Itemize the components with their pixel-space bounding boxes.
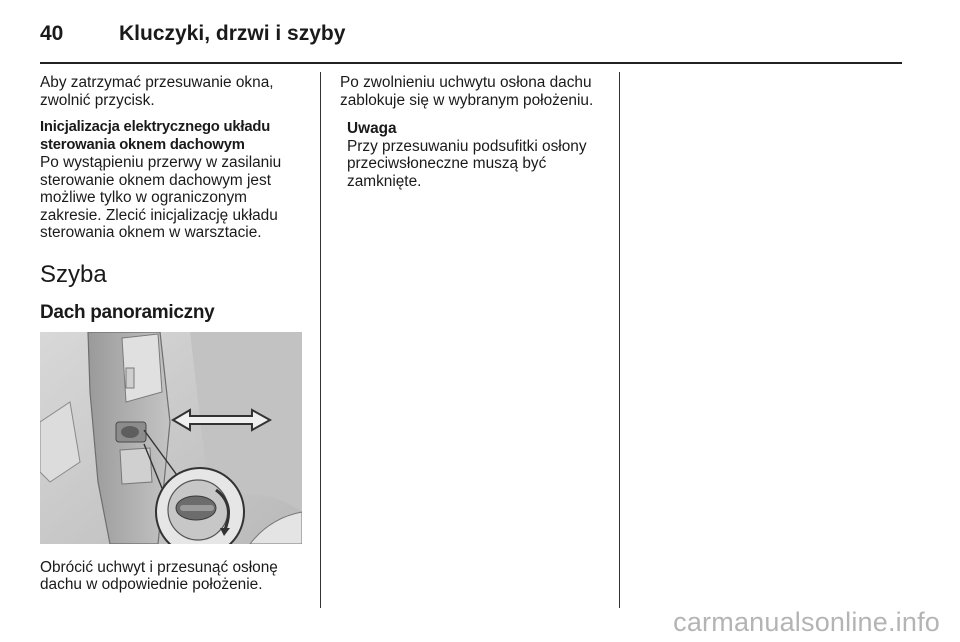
page-header (40, 18, 902, 64)
panoramic-roof-illustration (40, 332, 302, 544)
right-column (340, 74, 612, 190)
page-number: 40 (40, 22, 64, 45)
sub-title: Dach panoramiczny (40, 301, 215, 323)
watermark: carmanualsonline.info (673, 607, 940, 637)
note-box (347, 120, 612, 190)
page-title: Kluczyki, drzwi i szyby (119, 22, 346, 45)
note-body: Przy przesuwaniu podsufitki osłony przeciwsłoneczne muszą być zamknięte. (347, 137, 587, 190)
column-divider-right (619, 72, 620, 608)
intro-paragraph: Aby zatrzymać przesuwanie okna, zwolnić przycisk. (40, 74, 274, 109)
note-title: Uwaga (347, 120, 397, 137)
init-heading: Inicjalizacja elektrycznego układu sterowania oknem dachowym (40, 119, 271, 153)
release-paragraph: Po zwolnieniu uchwytu osłona dachu zablokuje się w wybranym położeniu. (340, 74, 594, 109)
section-title: Szyba (40, 260, 107, 288)
init-paragraph: Po wystąpieniu przerwy w zasilaniu sterowanie oknem dachowym jest możliwe tylko w ograniczonym zakresie. Zlecić inicjalizację układu sterowania oknem w warsztacie. (40, 154, 282, 241)
left-column (40, 74, 306, 594)
column-divider-left (320, 72, 321, 608)
figure-caption: Obrócić uchwyt i przesunąć osłonę dachu w odpowiednie położenie. (40, 558, 278, 593)
